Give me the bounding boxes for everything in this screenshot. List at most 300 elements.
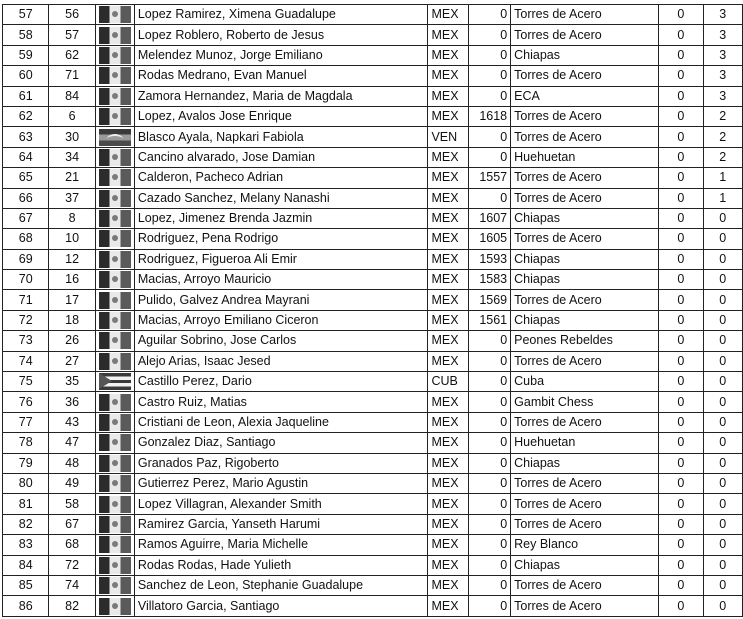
club-cell: Rey Blanco <box>511 535 659 555</box>
tiebreak-cell: 0 <box>703 555 743 575</box>
table-row <box>3 433 743 453</box>
mex-flag-icon <box>99 312 131 329</box>
rating-cell: 0 <box>469 494 511 514</box>
table-row <box>3 249 743 269</box>
points-cell: 0 <box>659 331 703 351</box>
player-name-cell: Villatoro Garcia, Santiago <box>134 596 428 616</box>
tiebreak-cell: 0 <box>703 208 743 228</box>
flag-cell <box>95 106 134 126</box>
player-name-cell: Zamora Hernandez, Maria de Magdala <box>134 86 428 106</box>
player-name-cell: Granados Paz, Rigoberto <box>134 453 428 473</box>
tiebreak-cell: 0 <box>703 453 743 473</box>
club-cell: Torres de Acero <box>511 66 659 86</box>
rating-cell: 0 <box>469 453 511 473</box>
club-cell: Torres de Acero <box>511 229 659 249</box>
table-row <box>3 66 743 86</box>
points-cell: 0 <box>659 473 703 493</box>
mex-flag-icon <box>99 434 131 451</box>
rating-cell: 0 <box>469 514 511 534</box>
rank-cell: 65 <box>3 168 49 188</box>
club-cell: Chiapas <box>511 249 659 269</box>
start-number-cell: 27 <box>49 351 95 371</box>
federation-cell: MEX <box>428 310 469 330</box>
tiebreak-cell: 0 <box>703 473 743 493</box>
rating-cell: 0 <box>469 372 511 392</box>
table-row <box>3 453 743 473</box>
tiebreak-cell: 0 <box>703 535 743 555</box>
start-number-cell: 10 <box>49 229 95 249</box>
federation-cell: MEX <box>428 331 469 351</box>
table-row <box>3 331 743 351</box>
start-number-cell: 48 <box>49 453 95 473</box>
flag-cell <box>95 127 134 147</box>
start-number-cell: 58 <box>49 494 95 514</box>
flag-cell <box>95 229 134 249</box>
points-cell: 0 <box>659 66 703 86</box>
rating-cell: 0 <box>469 351 511 371</box>
rating-cell: 0 <box>469 25 511 45</box>
start-number-cell: 36 <box>49 392 95 412</box>
club-cell: Torres de Acero <box>511 168 659 188</box>
start-number-cell: 26 <box>49 331 95 351</box>
mex-flag-icon <box>99 557 131 574</box>
player-name-cell: Cancino alvarado, Jose Damian <box>134 147 428 167</box>
flag-cell <box>95 66 134 86</box>
federation-cell: MEX <box>428 188 469 208</box>
federation-cell: MEX <box>428 453 469 473</box>
club-cell: Torres de Acero <box>511 106 659 126</box>
rating-cell: 0 <box>469 555 511 575</box>
rank-cell: 57 <box>3 5 49 25</box>
points-cell: 0 <box>659 5 703 25</box>
flag-cell <box>95 25 134 45</box>
table-row <box>3 270 743 290</box>
table-row <box>3 535 743 555</box>
rank-cell: 76 <box>3 392 49 412</box>
flag-cell <box>95 5 134 25</box>
flag-cell <box>95 535 134 555</box>
tiebreak-cell: 2 <box>703 127 743 147</box>
club-cell: Torres de Acero <box>511 473 659 493</box>
rank-cell: 79 <box>3 453 49 473</box>
player-name-cell: Alejo Arias, Isaac Jesed <box>134 351 428 371</box>
rating-cell: 1593 <box>469 249 511 269</box>
federation-cell: MEX <box>428 392 469 412</box>
mex-flag-icon <box>99 292 131 309</box>
points-cell: 0 <box>659 372 703 392</box>
player-name-cell: Rodas Rodas, Hade Yulieth <box>134 555 428 575</box>
rating-cell: 0 <box>469 147 511 167</box>
start-number-cell: 56 <box>49 5 95 25</box>
rank-cell: 86 <box>3 596 49 616</box>
mex-flag-icon <box>99 230 131 247</box>
tiebreak-cell: 3 <box>703 86 743 106</box>
table-row <box>3 596 743 616</box>
table-row <box>3 514 743 534</box>
rating-cell: 0 <box>469 392 511 412</box>
table-row <box>3 45 743 65</box>
rating-cell: 0 <box>469 86 511 106</box>
points-cell: 0 <box>659 555 703 575</box>
table-row <box>3 372 743 392</box>
tiebreak-cell: 1 <box>703 188 743 208</box>
federation-cell: MEX <box>428 535 469 555</box>
rating-cell: 1557 <box>469 168 511 188</box>
rank-cell: 82 <box>3 514 49 534</box>
points-cell: 0 <box>659 45 703 65</box>
rank-cell: 74 <box>3 351 49 371</box>
federation-cell: MEX <box>428 494 469 514</box>
points-cell: 0 <box>659 351 703 371</box>
points-cell: 0 <box>659 453 703 473</box>
rank-cell: 58 <box>3 25 49 45</box>
player-name-cell: Castillo Perez, Dario <box>134 372 428 392</box>
rank-cell: 75 <box>3 372 49 392</box>
tiebreak-cell: 0 <box>703 372 743 392</box>
player-name-cell: Cristiani de Leon, Alexia Jaqueline <box>134 412 428 432</box>
flag-cell <box>95 270 134 290</box>
points-cell: 0 <box>659 290 703 310</box>
rank-cell: 67 <box>3 208 49 228</box>
flag-cell <box>95 249 134 269</box>
federation-cell: MEX <box>428 555 469 575</box>
federation-cell: MEX <box>428 229 469 249</box>
federation-cell: MEX <box>428 5 469 25</box>
start-number-cell: 35 <box>49 372 95 392</box>
player-name-cell: Rodriguez, Pena Rodrigo <box>134 229 428 249</box>
start-number-cell: 49 <box>49 473 95 493</box>
rating-cell: 0 <box>469 5 511 25</box>
flag-cell <box>95 290 134 310</box>
rating-cell: 0 <box>469 535 511 555</box>
rank-cell: 81 <box>3 494 49 514</box>
start-number-cell: 84 <box>49 86 95 106</box>
club-cell: Cuba <box>511 372 659 392</box>
mex-flag-icon <box>99 169 131 186</box>
mex-flag-icon <box>99 598 131 615</box>
player-name-cell: Macias, Arroyo Mauricio <box>134 270 428 290</box>
start-number-cell: 57 <box>49 25 95 45</box>
mex-flag-icon <box>99 536 131 553</box>
start-number-cell: 6 <box>49 106 95 126</box>
mex-flag-icon <box>99 394 131 411</box>
tiebreak-cell: 0 <box>703 310 743 330</box>
start-number-cell: 74 <box>49 575 95 595</box>
rank-cell: 69 <box>3 249 49 269</box>
start-number-cell: 30 <box>49 127 95 147</box>
tiebreak-cell: 0 <box>703 494 743 514</box>
points-cell: 0 <box>659 188 703 208</box>
mex-flag-icon <box>99 332 131 349</box>
points-cell: 0 <box>659 535 703 555</box>
rating-cell: 1605 <box>469 229 511 249</box>
tiebreak-cell: 2 <box>703 106 743 126</box>
start-number-cell: 12 <box>49 249 95 269</box>
rating-cell: 1583 <box>469 270 511 290</box>
tiebreak-cell: 0 <box>703 249 743 269</box>
club-cell: Huehuetan <box>511 433 659 453</box>
federation-cell: CUB <box>428 372 469 392</box>
club-cell: Chiapas <box>511 270 659 290</box>
club-cell: Torres de Acero <box>511 5 659 25</box>
player-name-cell: Pulido, Galvez Andrea Mayrani <box>134 290 428 310</box>
tiebreak-cell: 1 <box>703 168 743 188</box>
table-row <box>3 5 743 25</box>
rating-cell: 0 <box>469 127 511 147</box>
club-cell: Torres de Acero <box>511 412 659 432</box>
club-cell: Chiapas <box>511 310 659 330</box>
tiebreak-cell: 0 <box>703 270 743 290</box>
mex-flag-icon <box>99 455 131 472</box>
mex-flag-icon <box>99 108 131 125</box>
rank-cell: 64 <box>3 147 49 167</box>
player-name-cell: Calderon, Pacheco Adrian <box>134 168 428 188</box>
player-name-cell: Ramos Aguirre, Maria Michelle <box>134 535 428 555</box>
mex-flag-icon <box>99 414 131 431</box>
rank-cell: 72 <box>3 310 49 330</box>
rank-cell: 73 <box>3 331 49 351</box>
rank-cell: 59 <box>3 45 49 65</box>
player-name-cell: Cazado Sanchez, Melany Nanashi <box>134 188 428 208</box>
federation-cell: MEX <box>428 25 469 45</box>
flag-cell <box>95 331 134 351</box>
start-number-cell: 16 <box>49 270 95 290</box>
rating-cell: 0 <box>469 45 511 65</box>
rank-cell: 61 <box>3 86 49 106</box>
start-number-cell: 71 <box>49 66 95 86</box>
player-name-cell: Gonzalez Diaz, Santiago <box>134 433 428 453</box>
table-row <box>3 392 743 412</box>
player-name-cell: Rodriguez, Figueroa Ali Emir <box>134 249 428 269</box>
mex-flag-icon <box>99 67 131 84</box>
flag-cell <box>95 494 134 514</box>
player-name-cell: Blasco Ayala, Napkari Fabiola <box>134 127 428 147</box>
rank-cell: 71 <box>3 290 49 310</box>
tiebreak-cell: 0 <box>703 514 743 534</box>
club-cell: Gambit Chess <box>511 392 659 412</box>
start-number-cell: 34 <box>49 147 95 167</box>
federation-cell: MEX <box>428 270 469 290</box>
flag-cell <box>95 453 134 473</box>
federation-cell: MEX <box>428 351 469 371</box>
player-name-cell: Macias, Arroyo Emiliano Ciceron <box>134 310 428 330</box>
rank-cell: 68 <box>3 229 49 249</box>
tiebreak-cell: 0 <box>703 412 743 432</box>
cub-flag-icon <box>99 373 131 390</box>
start-number-cell: 18 <box>49 310 95 330</box>
start-number-cell: 62 <box>49 45 95 65</box>
club-cell: Torres de Acero <box>511 127 659 147</box>
points-cell: 0 <box>659 596 703 616</box>
table-row <box>3 147 743 167</box>
mex-flag-icon <box>99 88 131 105</box>
player-name-cell: Ramirez Garcia, Yanseth Harumi <box>134 514 428 534</box>
points-cell: 0 <box>659 168 703 188</box>
table-row <box>3 290 743 310</box>
standings-table <box>2 4 743 617</box>
tiebreak-cell: 3 <box>703 5 743 25</box>
club-cell: Torres de Acero <box>511 290 659 310</box>
rating-cell: 0 <box>469 433 511 453</box>
club-cell: Chiapas <box>511 453 659 473</box>
start-number-cell: 72 <box>49 555 95 575</box>
player-name-cell: Lopez Villagran, Alexander Smith <box>134 494 428 514</box>
mex-flag-icon <box>99 27 131 44</box>
federation-cell: MEX <box>428 412 469 432</box>
club-cell: ECA <box>511 86 659 106</box>
club-cell: Huehuetan <box>511 147 659 167</box>
mex-flag-icon <box>99 149 131 166</box>
rating-cell: 0 <box>469 188 511 208</box>
points-cell: 0 <box>659 147 703 167</box>
club-cell: Torres de Acero <box>511 188 659 208</box>
player-name-cell: Gutierrez Perez, Mario Agustin <box>134 473 428 493</box>
points-cell: 0 <box>659 412 703 432</box>
points-cell: 0 <box>659 249 703 269</box>
table-row <box>3 127 743 147</box>
mex-flag-icon <box>99 353 131 370</box>
points-cell: 0 <box>659 310 703 330</box>
tiebreak-cell: 0 <box>703 433 743 453</box>
flag-cell <box>95 412 134 432</box>
federation-cell: MEX <box>428 290 469 310</box>
federation-cell: MEX <box>428 168 469 188</box>
start-number-cell: 43 <box>49 412 95 432</box>
points-cell: 0 <box>659 25 703 45</box>
club-cell: Chiapas <box>511 45 659 65</box>
mex-flag-icon <box>99 496 131 513</box>
flag-cell <box>95 555 134 575</box>
flag-cell <box>95 514 134 534</box>
flag-cell <box>95 168 134 188</box>
rank-cell: 83 <box>3 535 49 555</box>
mex-flag-icon <box>99 47 131 64</box>
rank-cell: 85 <box>3 575 49 595</box>
points-cell: 0 <box>659 127 703 147</box>
club-cell: Torres de Acero <box>511 514 659 534</box>
table-row <box>3 310 743 330</box>
points-cell: 0 <box>659 433 703 453</box>
points-cell: 0 <box>659 575 703 595</box>
federation-cell: MEX <box>428 596 469 616</box>
rank-cell: 63 <box>3 127 49 147</box>
rank-cell: 62 <box>3 106 49 126</box>
start-number-cell: 8 <box>49 208 95 228</box>
player-name-cell: Aguilar Sobrino, Jose Carlos <box>134 331 428 351</box>
player-name-cell: Melendez Munoz, Jorge Emiliano <box>134 45 428 65</box>
rating-cell: 0 <box>469 331 511 351</box>
player-name-cell: Castro Ruiz, Matias <box>134 392 428 412</box>
rating-cell: 0 <box>469 596 511 616</box>
club-cell: Chiapas <box>511 208 659 228</box>
start-number-cell: 68 <box>49 535 95 555</box>
points-cell: 0 <box>659 106 703 126</box>
mex-flag-icon <box>99 190 131 207</box>
start-number-cell: 82 <box>49 596 95 616</box>
tiebreak-cell: 0 <box>703 290 743 310</box>
club-cell: Torres de Acero <box>511 575 659 595</box>
federation-cell: MEX <box>428 473 469 493</box>
mex-flag-icon <box>99 577 131 594</box>
federation-cell: MEX <box>428 86 469 106</box>
flag-cell <box>95 208 134 228</box>
flag-cell <box>95 86 134 106</box>
table-row <box>3 86 743 106</box>
tiebreak-cell: 0 <box>703 331 743 351</box>
start-number-cell: 37 <box>49 188 95 208</box>
flag-cell <box>95 433 134 453</box>
rank-cell: 60 <box>3 66 49 86</box>
rating-cell: 0 <box>469 412 511 432</box>
table-row <box>3 473 743 493</box>
start-number-cell: 17 <box>49 290 95 310</box>
table-row <box>3 575 743 595</box>
federation-cell: MEX <box>428 66 469 86</box>
flag-cell <box>95 351 134 371</box>
federation-cell: MEX <box>428 208 469 228</box>
start-number-cell: 47 <box>49 433 95 453</box>
points-cell: 0 <box>659 494 703 514</box>
federation-cell: MEX <box>428 514 469 534</box>
flag-cell <box>95 575 134 595</box>
table-row <box>3 106 743 126</box>
rank-cell: 84 <box>3 555 49 575</box>
club-cell: Peones Rebeldes <box>511 331 659 351</box>
player-name-cell: Lopez, Avalos Jose Enrique <box>134 106 428 126</box>
tiebreak-cell: 0 <box>703 392 743 412</box>
table-row <box>3 555 743 575</box>
standings-body <box>3 5 743 617</box>
club-cell: Chiapas <box>511 555 659 575</box>
flag-cell <box>95 310 134 330</box>
rank-cell: 80 <box>3 473 49 493</box>
rank-cell: 66 <box>3 188 49 208</box>
player-name-cell: Lopez Ramirez, Ximena Guadalupe <box>134 5 428 25</box>
table-row <box>3 188 743 208</box>
federation-cell: VEN <box>428 127 469 147</box>
table-row <box>3 229 743 249</box>
points-cell: 0 <box>659 514 703 534</box>
table-row <box>3 412 743 432</box>
rating-cell: 0 <box>469 575 511 595</box>
start-number-cell: 21 <box>49 168 95 188</box>
tiebreak-cell: 0 <box>703 596 743 616</box>
flag-cell <box>95 372 134 392</box>
club-cell: Torres de Acero <box>511 351 659 371</box>
table-row <box>3 208 743 228</box>
mex-flag-icon <box>99 516 131 533</box>
mex-flag-icon <box>99 475 131 492</box>
table-row <box>3 494 743 514</box>
federation-cell: MEX <box>428 106 469 126</box>
rating-cell: 1618 <box>469 106 511 126</box>
points-cell: 0 <box>659 86 703 106</box>
flag-cell <box>95 392 134 412</box>
flag-cell <box>95 596 134 616</box>
player-name-cell: Lopez, Jimenez Brenda Jazmin <box>134 208 428 228</box>
federation-cell: MEX <box>428 147 469 167</box>
federation-cell: MEX <box>428 433 469 453</box>
table-row <box>3 168 743 188</box>
ven-flag-icon <box>99 129 131 146</box>
club-cell: Torres de Acero <box>511 596 659 616</box>
mex-flag-icon <box>99 251 131 268</box>
rank-cell: 77 <box>3 412 49 432</box>
flag-cell <box>95 473 134 493</box>
tiebreak-cell: 0 <box>703 351 743 371</box>
rank-cell: 78 <box>3 433 49 453</box>
tiebreak-cell: 3 <box>703 45 743 65</box>
